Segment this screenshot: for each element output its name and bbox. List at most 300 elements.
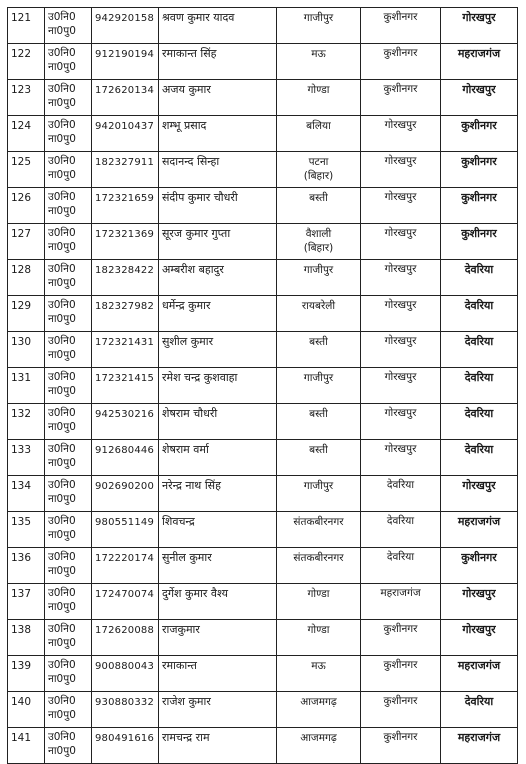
posting-district-cell [441, 404, 518, 440]
home-district: मऊ [311, 48, 326, 60]
posting-district: महराजगंज [457, 515, 501, 528]
current-district-cell [361, 368, 441, 404]
table-row [8, 116, 518, 152]
posting-district-cell [441, 512, 518, 548]
rank-line-2: ना0पु0 [48, 601, 76, 613]
home-district-cell [277, 728, 361, 764]
posting-district: देवरिया [464, 371, 494, 384]
current-district: गोरखपुर [384, 407, 417, 419]
serial-number-cell [8, 548, 45, 584]
officer-name: शेषराम चौधरी [162, 407, 218, 420]
rank-cell [45, 116, 92, 152]
pno-cell [92, 728, 159, 764]
serial-number-cell [8, 8, 45, 44]
rank-cell [45, 8, 92, 44]
posting-district-cell [441, 476, 518, 512]
officer-name: नरेन्द्र नाथ सिंह [162, 479, 221, 492]
officer-name: राजकुमार [162, 623, 200, 636]
posting-district-cell [441, 296, 518, 332]
posting-district: देवरिया [464, 263, 494, 276]
name-cell [159, 584, 277, 620]
current-district: कुशीनगर [383, 11, 418, 23]
home-district-cell [277, 260, 361, 296]
name-cell [159, 404, 277, 440]
serial-number-cell [8, 584, 45, 620]
rank-cell [45, 692, 92, 728]
officer-name: अजय कुमार [162, 83, 211, 96]
rank-cell [45, 224, 92, 260]
pno-cell [92, 404, 159, 440]
current-district-cell [361, 44, 441, 80]
posting-district: गोरखपुर [462, 623, 496, 636]
posting-district: कुशीनगर [461, 551, 497, 564]
serial-number-cell [8, 404, 45, 440]
pno-number: 942010437 [95, 121, 155, 132]
home-district: बस्ती [309, 336, 328, 348]
pno-number: 902690200 [95, 481, 155, 492]
rank-line-1: उ0नि0 [48, 11, 76, 23]
table-row [8, 44, 518, 80]
serial-number: 132 [11, 408, 32, 420]
serial-number: 121 [11, 12, 32, 24]
name-cell [159, 116, 277, 152]
serial-number-cell [8, 116, 45, 152]
current-district-cell [361, 152, 441, 188]
home-district: गाजीपुर [303, 264, 334, 276]
posting-district: देवरिया [464, 335, 494, 348]
current-district-cell [361, 332, 441, 368]
table-row [8, 620, 518, 656]
rank-line-2: ना0पु0 [48, 313, 76, 325]
pno-cell [92, 44, 159, 80]
table-row [8, 692, 518, 728]
home-district-cell [277, 296, 361, 332]
home-district: बस्ती [309, 192, 328, 204]
serial-number: 134 [11, 480, 32, 492]
posting-district-cell [441, 8, 518, 44]
current-district: गोरखपुर [384, 335, 417, 347]
rank-line-1: उ0नि0 [48, 623, 76, 635]
pno-cell [92, 476, 159, 512]
name-cell [159, 80, 277, 116]
pno-number: 942530216 [95, 409, 155, 420]
current-district: गोरखपुर [384, 227, 417, 239]
table-row [8, 152, 518, 188]
pno-cell [92, 548, 159, 584]
officer-name: दुर्गेश कुमार वैश्य [162, 587, 229, 600]
pno-cell [92, 656, 159, 692]
rank-line-1: उ0नि0 [48, 479, 76, 491]
name-cell [159, 152, 277, 188]
table-row [8, 224, 518, 260]
pno-cell [92, 260, 159, 296]
serial-number: 138 [11, 624, 32, 636]
pno-number: 182327911 [95, 157, 155, 168]
table-row [8, 656, 518, 692]
posting-district-cell [441, 656, 518, 692]
rank-cell [45, 368, 92, 404]
rank-line-1: उ0नि0 [48, 515, 76, 527]
pno-number: 172321369 [95, 229, 155, 240]
rank-line-1: उ0नि0 [48, 551, 76, 563]
posting-district: गोरखपुर [462, 83, 496, 96]
serial-number-cell [8, 152, 45, 188]
rank-cell [45, 404, 92, 440]
serial-number-cell [8, 476, 45, 512]
serial-number: 139 [11, 660, 32, 672]
home-district-cell [277, 656, 361, 692]
rank-line-2: ना0पु0 [48, 205, 76, 217]
rank-line-1: उ0नि0 [48, 155, 76, 167]
home-district: गोण्डा [307, 588, 330, 600]
posting-district-cell [441, 620, 518, 656]
home-district: मऊ [311, 660, 326, 672]
rank-line-2: ना0पु0 [48, 673, 76, 685]
posting-district-cell [441, 80, 518, 116]
rank-line-2: ना0पु0 [48, 133, 76, 145]
current-district: कुशीनगर [383, 83, 418, 95]
posting-district-cell [441, 440, 518, 476]
home-district: पटना [308, 156, 329, 168]
name-cell [159, 512, 277, 548]
serial-number-cell [8, 692, 45, 728]
name-cell [159, 188, 277, 224]
home-district-cell [277, 116, 361, 152]
current-district-cell [361, 224, 441, 260]
home-district-cell [277, 224, 361, 260]
home-district-cell [277, 332, 361, 368]
home-district-cell [277, 476, 361, 512]
current-district: गोरखपुर [384, 191, 417, 203]
table-row [8, 404, 518, 440]
current-district: देवरिया [386, 515, 415, 527]
officer-name: राजेश कुमार [162, 695, 211, 708]
home-district: बलिया [306, 120, 331, 132]
current-district: महराजगंज [380, 587, 421, 599]
table-row [8, 440, 518, 476]
rank-line-1: उ0नि0 [48, 659, 76, 671]
serial-number: 129 [11, 300, 32, 312]
serial-number: 122 [11, 48, 32, 60]
table-row [8, 260, 518, 296]
posting-district: कुशीनगर [461, 191, 497, 204]
pno-number: 182328422 [95, 265, 155, 276]
posting-district: महराजगंज [457, 731, 501, 744]
posting-district: महराजगंज [457, 47, 501, 60]
pno-number: 930880332 [95, 697, 155, 708]
officer-name: अम्बरीश बहादुर [162, 263, 224, 276]
posting-district: महराजगंज [457, 659, 501, 672]
officer-name: संदीप कुमार चौधरी [162, 191, 238, 204]
serial-number-cell [8, 728, 45, 764]
table-row [8, 296, 518, 332]
current-district-cell [361, 188, 441, 224]
pno-number: 912680446 [95, 445, 155, 456]
posting-district-cell [441, 332, 518, 368]
rank-line-1: उ0नि0 [48, 407, 76, 419]
current-district-cell [361, 80, 441, 116]
rank-line-1: उ0नि0 [48, 587, 76, 599]
home-district: संतकबीरनगर [293, 552, 344, 564]
name-cell [159, 548, 277, 584]
rank-line-1: उ0नि0 [48, 299, 76, 311]
home-district: रायबरेली [301, 300, 336, 312]
home-district: आजमगढ़ [300, 732, 337, 744]
serial-number-cell [8, 260, 45, 296]
home-district-cell [277, 404, 361, 440]
pno-number: 172220174 [95, 553, 155, 564]
serial-number: 127 [11, 228, 32, 240]
pno-cell [92, 224, 159, 260]
posting-district-cell [441, 692, 518, 728]
home-district-cell [277, 188, 361, 224]
rank-line-1: उ0नि0 [48, 443, 76, 455]
serial-number: 130 [11, 336, 32, 348]
current-district: कुशीनगर [383, 695, 418, 707]
rank-line-1: उ0नि0 [48, 263, 76, 275]
current-district: गोरखपुर [384, 443, 417, 455]
table-row [8, 548, 518, 584]
serial-number-cell [8, 512, 45, 548]
serial-number: 124 [11, 120, 32, 132]
rank-cell [45, 476, 92, 512]
serial-number: 141 [11, 732, 32, 744]
transfer-table [7, 7, 518, 764]
rank-line-2: ना0पु0 [48, 457, 76, 469]
serial-number: 136 [11, 552, 32, 564]
table-row [8, 80, 518, 116]
rank-line-2: ना0पु0 [48, 25, 76, 37]
table-row [8, 512, 518, 548]
current-district-cell [361, 620, 441, 656]
table-row [8, 332, 518, 368]
home-district: गाजीपुर [303, 372, 334, 384]
home-district-cell [277, 80, 361, 116]
pno-cell [92, 368, 159, 404]
current-district-cell [361, 8, 441, 44]
current-district: कुशीनगर [383, 47, 418, 59]
home-district-cell [277, 512, 361, 548]
table-row [8, 368, 518, 404]
pno-cell [92, 440, 159, 476]
rank-line-1: उ0नि0 [48, 191, 76, 203]
pno-number: 942920158 [95, 13, 155, 24]
officer-name: शम्भू प्रसाद [162, 119, 207, 132]
rank-line-2: ना0पु0 [48, 709, 76, 721]
home-district-cell [277, 368, 361, 404]
pno-cell [92, 8, 159, 44]
rank-cell [45, 188, 92, 224]
pno-number: 172620134 [95, 85, 155, 96]
home-district-cell [277, 152, 361, 188]
name-cell [159, 656, 277, 692]
pno-number: 172321659 [95, 193, 155, 204]
serial-number: 135 [11, 516, 32, 528]
rank-cell [45, 440, 92, 476]
officer-name: रमाकान्त सिंह [162, 47, 217, 60]
pno-number: 182327982 [95, 301, 155, 312]
posting-district: गोरखपुर [462, 587, 496, 600]
posting-district-cell [441, 152, 518, 188]
rank-cell [45, 548, 92, 584]
serial-number: 133 [11, 444, 32, 456]
current-district: कुशीनगर [383, 659, 418, 671]
serial-number: 128 [11, 264, 32, 276]
pno-cell [92, 188, 159, 224]
rank-line-1: उ0नि0 [48, 731, 76, 743]
pno-cell [92, 512, 159, 548]
current-district: गोरखपुर [384, 155, 417, 167]
rank-line-2: ना0पु0 [48, 97, 76, 109]
officer-name: सूरज कुमार गुप्ता [162, 227, 231, 240]
home-district-cell [277, 8, 361, 44]
pno-number: 172470074 [95, 589, 155, 600]
current-district: गोरखपुर [384, 119, 417, 131]
rank-cell [45, 584, 92, 620]
rank-line-2: ना0पु0 [48, 385, 76, 397]
serial-number-cell [8, 440, 45, 476]
serial-number-cell [8, 296, 45, 332]
current-district: कुशीनगर [383, 731, 418, 743]
serial-number: 140 [11, 696, 32, 708]
rank-line-2: ना0पु0 [48, 169, 76, 181]
rank-line-2: ना0पु0 [48, 349, 76, 361]
rank-line-1: उ0नि0 [48, 227, 76, 239]
posting-district: कुशीनगर [461, 119, 497, 132]
pno-cell [92, 116, 159, 152]
home-district-cell [277, 584, 361, 620]
current-district: देवरिया [386, 479, 415, 491]
current-district-cell [361, 296, 441, 332]
officer-name: सुनील कुमार [162, 551, 212, 564]
rank-line-1: उ0नि0 [48, 47, 76, 59]
rank-cell [45, 44, 92, 80]
posting-district-cell [441, 188, 518, 224]
posting-district: गोरखपुर [462, 11, 496, 24]
pno-number: 912190194 [95, 49, 155, 60]
home-district: गाजीपुर [303, 480, 334, 492]
current-district-cell [361, 440, 441, 476]
rank-line-2: ना0पु0 [48, 277, 76, 289]
name-cell [159, 8, 277, 44]
table-row [8, 584, 518, 620]
name-cell [159, 224, 277, 260]
rank-line-1: उ0नि0 [48, 119, 76, 131]
rank-line-2: ना0पु0 [48, 421, 76, 433]
table-row [8, 188, 518, 224]
home-district-cell [277, 44, 361, 80]
home-state: (बिहार) [303, 170, 334, 182]
name-cell [159, 728, 277, 764]
rank-cell [45, 332, 92, 368]
serial-number-cell [8, 188, 45, 224]
table-row [8, 476, 518, 512]
posting-district-cell [441, 728, 518, 764]
current-district: गोरखपुर [384, 299, 417, 311]
pno-number: 172321431 [95, 337, 155, 348]
current-district: देवरिया [386, 551, 415, 563]
officer-name: सदानन्द सिन्हा [162, 155, 220, 168]
serial-number: 123 [11, 84, 32, 96]
pno-cell [92, 620, 159, 656]
home-district: बस्ती [309, 444, 328, 456]
officer-name: श्रवण कुमार यादव [162, 11, 235, 24]
officer-name: धर्मेन्द्र कुमार [162, 299, 211, 312]
rank-cell [45, 512, 92, 548]
officer-name: रमेश चन्द्र कुशवाहा [162, 371, 238, 384]
rank-line-1: उ0नि0 [48, 371, 76, 383]
pno-number: 172620088 [95, 625, 155, 636]
current-district: कुशीनगर [383, 623, 418, 635]
current-district-cell [361, 656, 441, 692]
pno-number: 980491616 [95, 733, 155, 744]
posting-district-cell [441, 44, 518, 80]
posting-district-cell [441, 548, 518, 584]
home-district-cell [277, 692, 361, 728]
home-district: संतकबीरनगर [293, 516, 344, 528]
posting-district: देवरिया [464, 299, 494, 312]
rank-cell [45, 152, 92, 188]
officer-name: शेषराम वर्मा [162, 443, 209, 456]
serial-number: 126 [11, 192, 32, 204]
name-cell [159, 296, 277, 332]
posting-district: देवरिया [464, 407, 494, 420]
name-cell [159, 692, 277, 728]
current-district: गोरखपुर [384, 371, 417, 383]
rank-line-2: ना0पु0 [48, 241, 76, 253]
serial-number-cell [8, 80, 45, 116]
current-district-cell [361, 548, 441, 584]
posting-district-cell [441, 224, 518, 260]
rank-line-1: उ0नि0 [48, 695, 76, 707]
pno-cell [92, 584, 159, 620]
rank-line-1: उ0नि0 [48, 335, 76, 347]
posting-district: गोरखपुर [462, 479, 496, 492]
rank-line-2: ना0पु0 [48, 529, 76, 541]
current-district-cell [361, 512, 441, 548]
name-cell [159, 440, 277, 476]
pno-cell [92, 152, 159, 188]
home-district: गोण्डा [307, 84, 330, 96]
posting-district: देवरिया [464, 695, 494, 708]
transfer-list-page [7, 7, 517, 764]
pno-number: 172321415 [95, 373, 155, 384]
posting-district: कुशीनगर [461, 155, 497, 168]
name-cell [159, 260, 277, 296]
rank-line-2: ना0पु0 [48, 61, 76, 73]
rank-cell [45, 620, 92, 656]
rank-cell [45, 80, 92, 116]
table-row [8, 8, 518, 44]
home-district: बस्ती [309, 408, 328, 420]
serial-number: 131 [11, 372, 32, 384]
home-district: आजमगढ़ [300, 696, 337, 708]
name-cell [159, 368, 277, 404]
home-district: वैशाली [305, 228, 332, 240]
current-district-cell [361, 728, 441, 764]
current-district: गोरखपुर [384, 263, 417, 275]
serial-number-cell [8, 224, 45, 260]
officer-name: सुशील कुमार [162, 335, 214, 348]
home-district: गोण्डा [307, 624, 330, 636]
home-district: गाजीपुर [303, 12, 334, 24]
serial-number: 125 [11, 156, 32, 168]
pno-cell [92, 296, 159, 332]
serial-number-cell [8, 620, 45, 656]
officer-name: रमाकान्त [162, 659, 197, 672]
posting-district-cell [441, 116, 518, 152]
name-cell [159, 476, 277, 512]
